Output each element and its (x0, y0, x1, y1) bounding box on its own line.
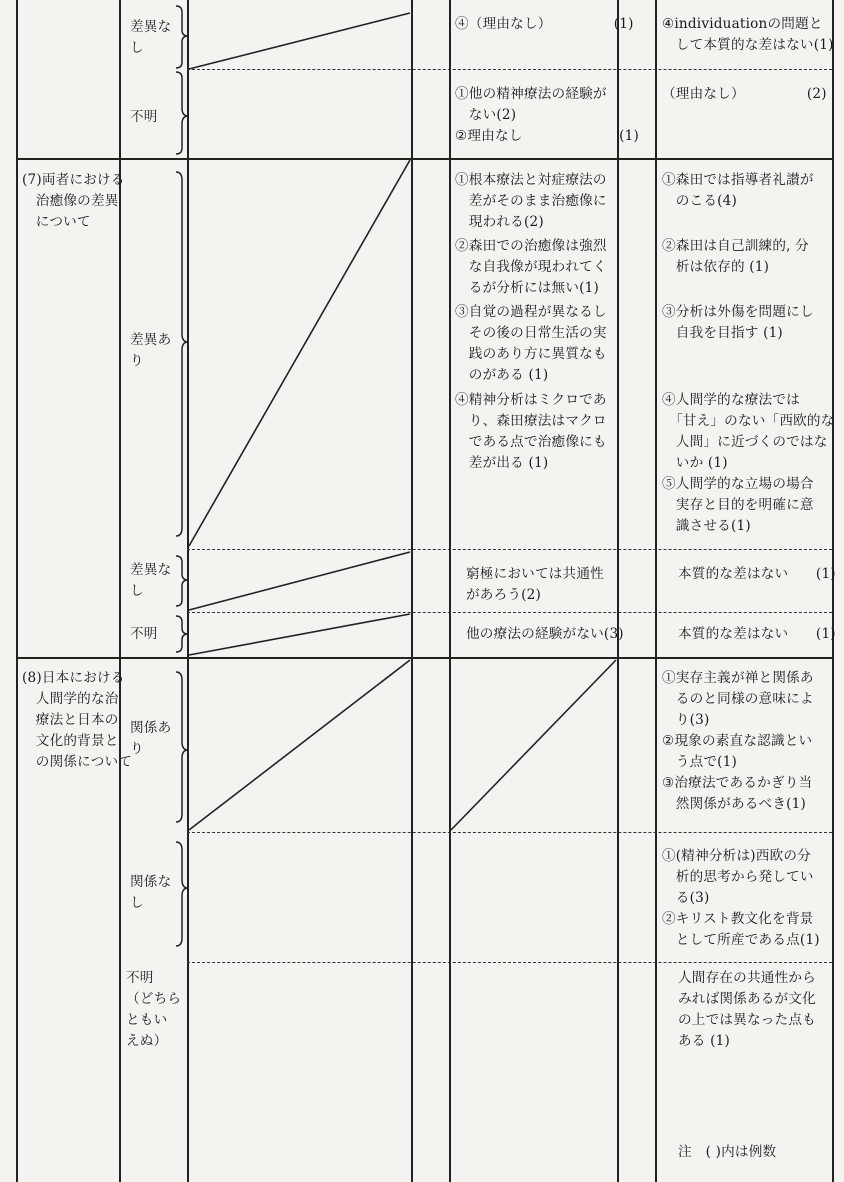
diagonal-line (189, 552, 410, 610)
category-label: 関係な し (130, 874, 172, 911)
answer-item: ①森田では指導者礼讃が のこる(4) (662, 172, 814, 209)
footnote: 注 ( )内は例数 (678, 1144, 777, 1160)
answer-cell: （理由なし） (2) (662, 86, 827, 102)
category-label: 不明 (130, 109, 158, 125)
answer-item: ④精神分析はミクロであ り、森田療法はマクロ である点で治癒像にも 差が出る (1) (455, 392, 607, 471)
answer-cell: 他の療法の経験がない(3) (466, 626, 624, 642)
brace-icon (176, 672, 188, 822)
diagonal-line (189, 660, 410, 830)
answer-cell: 本質的な差はない (1) (678, 566, 836, 582)
brace-icon (176, 72, 188, 154)
section-label: (8)日本における 人間学的な治 療法と日本の 文化的背景と の関係について (22, 670, 133, 770)
answer-item: ④人間学的な療法では 「甘え」のない「西欧的な 人間」に近づくのではな いか (1) (662, 392, 835, 471)
brace-icon (176, 6, 188, 68)
category-label: 差異あ り (130, 332, 172, 369)
answer-item: ①根本療法と対症療法の 差がそのまま治癒像に 現われる(2) (455, 172, 607, 230)
answer-cell: 本質的な差はない (1) (678, 626, 836, 642)
answer-item: ⑤人間学的な立場の場合 実存と目的を明確に意 識させる(1) (662, 476, 814, 534)
answer-cell: ④individuationの問題と して本質的な差はない(1) (662, 16, 834, 53)
section-label: (7)両者における 治癒像の差異 について (22, 172, 125, 230)
category-label: 不明 (130, 626, 158, 642)
answer-item: ②森田は自己訓練的, 分 析は依存的 (1) (662, 238, 809, 275)
brace-icon (176, 616, 188, 652)
brace-icon (176, 842, 188, 946)
answer-cell: 窮極においては共通性 があろう(2) (466, 566, 604, 603)
category-label: 不明 （どちら ともい えぬ） (126, 970, 182, 1049)
answer-cell: ①(精神分析は)西欧の分 析的思考から発してい る(3) ②キリスト教文化を背景 として所産である点(1) (662, 848, 820, 948)
answer-item: ③分析は外傷を問題にし 自我を目指す (1) (662, 304, 814, 341)
diagonal-line (451, 660, 616, 830)
answer-item: ②森田での治癒像は強烈 な自我像が現われてく るが分析には無い(1) (455, 238, 607, 296)
answer-item: ③自覚の過程が異なるし その後の日常生活の実 践のあり方に異質なも のがある (1) (455, 304, 607, 383)
diagonal-line (189, 614, 410, 655)
diagonal-line (189, 160, 410, 546)
brace-icon (176, 556, 188, 606)
diagonal-line (189, 13, 410, 69)
answer-cell: ①他の精神療法の経験が ない(2) ②理由なし (1) (455, 86, 639, 144)
answer-cell: ①実存主義が禅と関係あ るのと同様の意味によ り(3) ②現象の素直な認識とい う点で(1) ③治療法であるかぎり当 然関係があるべき(1) (662, 670, 814, 812)
category-label: 差異な し (130, 562, 172, 599)
brace-icon (176, 172, 188, 536)
category-label: 関係あ り (130, 720, 172, 757)
answer-cell: 人間存在の共通性から みれば関係あるが文化 の上では異なった点も ある (1) (678, 970, 816, 1049)
answer-cell: ④（理由なし） (1) (455, 16, 634, 32)
category-label: 差異な し (130, 19, 172, 56)
